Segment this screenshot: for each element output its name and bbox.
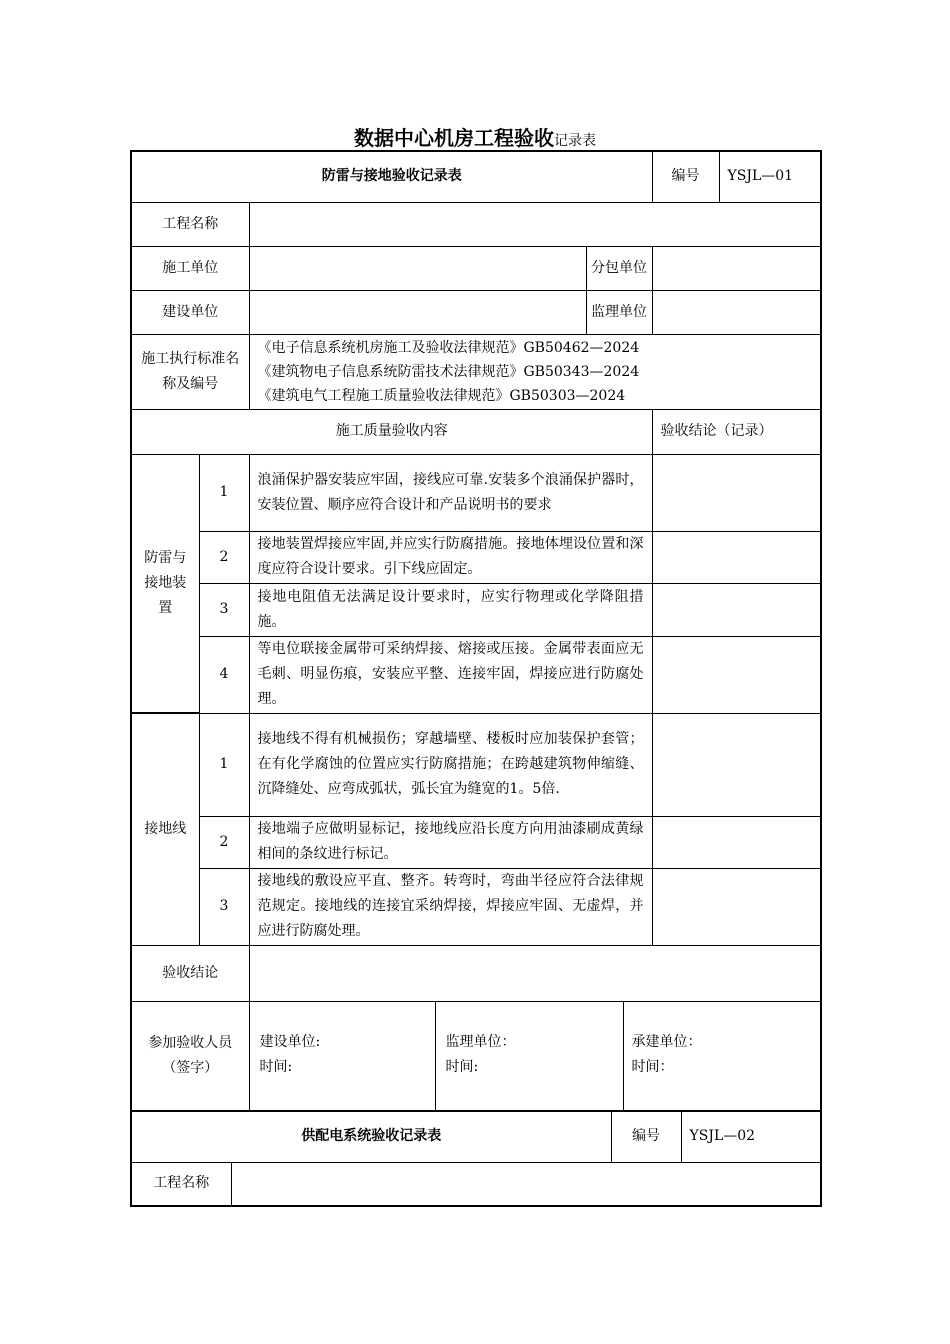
- table2-number-value: YSJL—02: [681, 1111, 821, 1162]
- table2-project-name-label: 工程名称: [131, 1162, 231, 1206]
- power-distribution-record-table: [130, 1110, 822, 1207]
- standard-item: 《电子信息系统机房施工及验收法律规范》GB50462—2024: [257, 339, 640, 356]
- item-number: 1: [199, 713, 249, 816]
- table1-number-value: YSJL—01: [719, 151, 821, 202]
- inspection-item-text: 等电位联接金属带可采纳焊接、熔接或压接。金属带表面应无毛刺、明显伤痕，安装应平整、连接牢固，焊接应进行防腐处理。: [249, 636, 652, 713]
- standard-item: 《建筑物电子信息系统防雷技术法律规范》GB50343—2024: [257, 363, 640, 380]
- owner-label: 建设单位: [131, 290, 249, 334]
- group-lightning-device: 防雷与接地装置: [131, 454, 199, 713]
- standard-label: 施工执行标准名称及编号: [131, 334, 249, 409]
- signer-time-label: 时间：: [631, 1058, 674, 1075]
- subcontractor-label: 分包单位: [586, 246, 652, 290]
- inspection-item-text: 接地线不得有机械损伤；穿越墙壁、楼板时应加装保护套管；在有化学腐蚀的位置应实行防腐措施；在跨越建筑物伸缩缝、沉降缝处、应弯成弧状，弧长宜为缝宽的1。5倍.: [249, 713, 652, 816]
- inspection-item-text: 浪涌保护器安装应牢固，接线应可靠.安装多个浪涌保护器时，安装位置、顺序应符合设计和产品说明书的要求: [249, 454, 652, 531]
- participants-label: 参加验收人员（签字）: [131, 1001, 249, 1111]
- table2-title: 供配电系统验收记录表: [131, 1111, 611, 1162]
- subcontractor-field[interactable]: [652, 246, 821, 290]
- owner-field[interactable]: [249, 290, 586, 334]
- standard-item: 《建筑电气工程施工质量验收法律规范》GB50303—2024: [257, 387, 626, 404]
- standards-list: [249, 334, 821, 409]
- item-result-field[interactable]: [652, 583, 821, 636]
- item-result-field[interactable]: [652, 636, 821, 713]
- item-number: 2: [199, 816, 249, 868]
- contractor-field[interactable]: [249, 246, 586, 290]
- table2-project-name-field[interactable]: [231, 1162, 821, 1206]
- signer-time-label: 时间:: [445, 1058, 479, 1075]
- supervisor-field[interactable]: [652, 290, 821, 334]
- item-result-field[interactable]: [652, 713, 821, 816]
- item-number: 3: [199, 583, 249, 636]
- signer-unit-label: 监理单位：: [445, 1033, 516, 1050]
- item-number: 1: [199, 454, 249, 531]
- conclusion-field[interactable]: [249, 945, 821, 1001]
- signer-unit-label: 建设单位:: [259, 1033, 321, 1050]
- table2-number-label: 编号: [611, 1111, 681, 1162]
- item-result-field[interactable]: [652, 531, 821, 583]
- document-title-main: 数据中心机房工程验收: [354, 126, 554, 150]
- document-title-suffix: 记录表: [554, 133, 596, 149]
- inspection-item-text: 接地线的敷设应平直、整齐。转弯时，弯曲半径应符合法律规范规定。接地线的连接宜采纳焊接，焊接应牢固、无虚焊，并应进行防腐处理。: [249, 868, 652, 945]
- conclusion-label: 验收结论: [131, 945, 249, 1001]
- lightning-grounding-record-table: [130, 150, 822, 1112]
- item-result-field[interactable]: [652, 868, 821, 945]
- item-number: 4: [199, 636, 249, 713]
- project-name-field[interactable]: [249, 202, 821, 246]
- supervisor-label: 监理单位: [586, 290, 652, 334]
- inspection-item-text: 接地装置焊接应牢固,并应实行防腐措施。接地体埋设位置和深度应符合设计要求。引下线应固定。: [249, 531, 652, 583]
- table1-number-label: 编号: [652, 151, 719, 202]
- signer-supervisor[interactable]: [436, 1002, 624, 1110]
- signer-contractor[interactable]: [624, 1002, 821, 1110]
- item-result-field[interactable]: [652, 454, 821, 531]
- item-result-field[interactable]: [652, 816, 821, 868]
- group-grounding-wire: 接地线: [131, 713, 199, 945]
- project-name-label: 工程名称: [131, 202, 249, 246]
- inspection-item-text: 接地电阻值无法满足设计要求时，应实行物理或化学降阻措施。: [249, 583, 652, 636]
- contractor-label: 施工单位: [131, 246, 249, 290]
- item-number: 3: [199, 868, 249, 945]
- conclusion-header: 验收结论（记录）: [652, 409, 821, 454]
- content-header: 施工质量验收内容: [131, 409, 652, 454]
- signer-unit-label: 承建单位：: [631, 1033, 702, 1050]
- inspection-item-text: 接地端子应做明显标记，接地线应沿长度方向用油漆刷成黄绿相间的条纹进行标记。: [249, 816, 652, 868]
- signatures-area: [249, 1001, 821, 1111]
- document-title: [0, 122, 950, 151]
- table1-title: 防雷与接地验收记录表: [131, 151, 652, 202]
- signer-time-label: 时间:: [259, 1058, 293, 1075]
- signer-owner[interactable]: [250, 1002, 436, 1110]
- item-number: 2: [199, 531, 249, 583]
